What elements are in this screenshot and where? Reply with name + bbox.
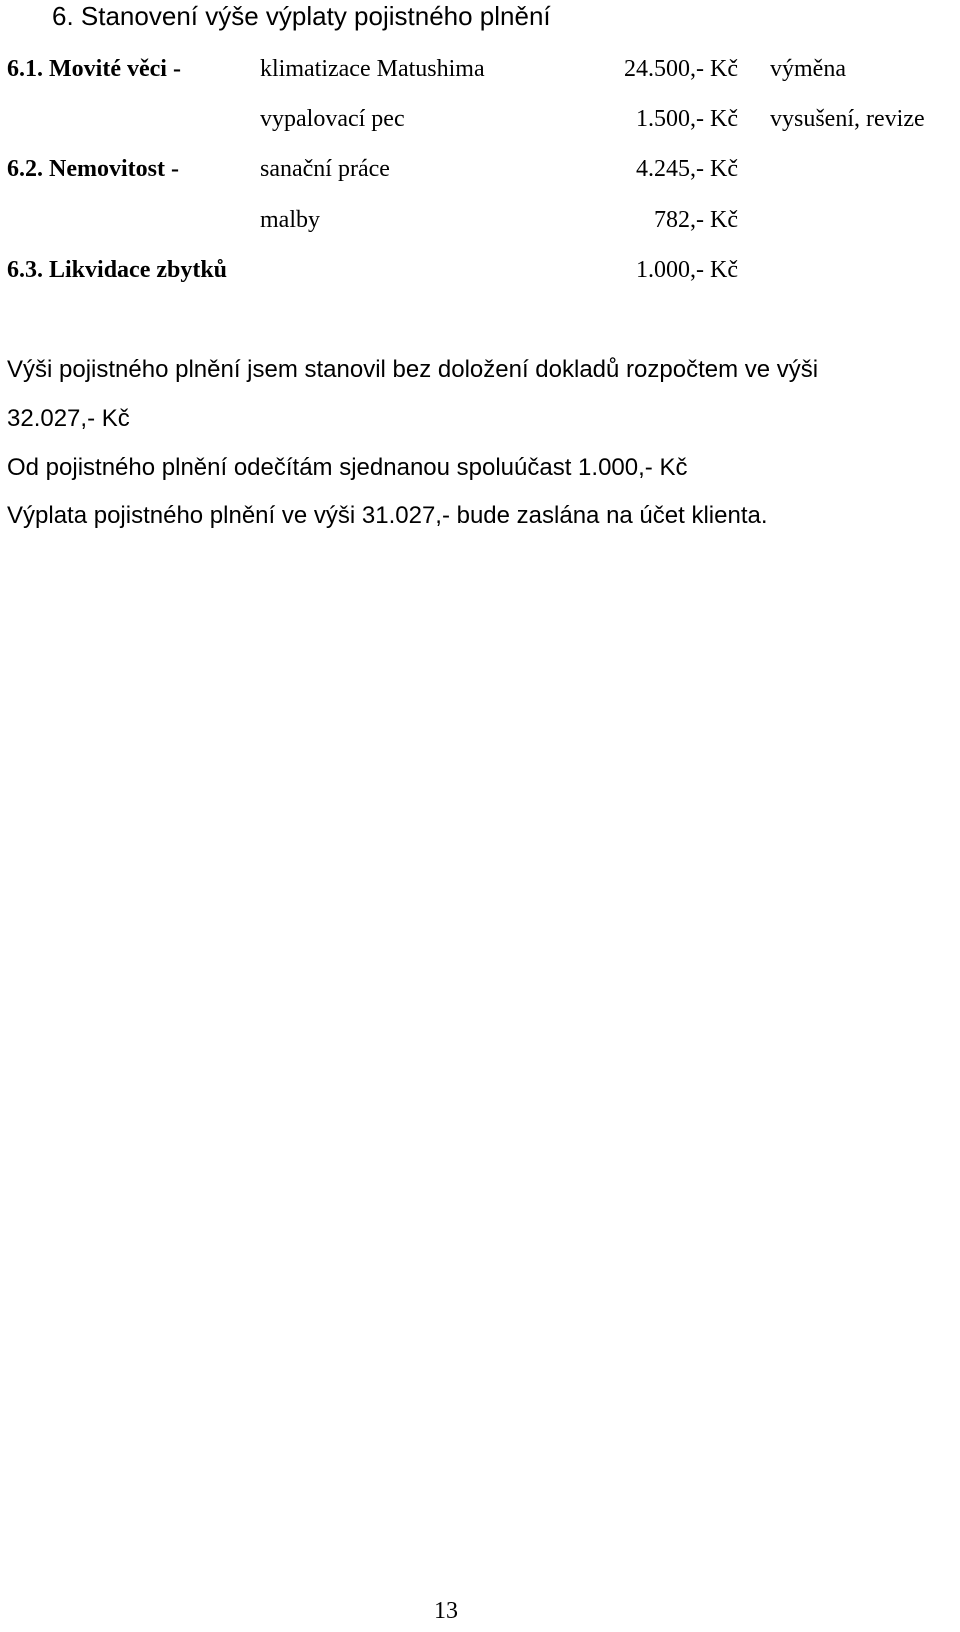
item-amount: 782,- Kč [654, 207, 738, 233]
paragraph-deductible: Od pojistného plnění odečítám sjednanou spoluúčast 1.000,- Kč [7, 454, 688, 481]
item-name: sanační práce [260, 156, 390, 182]
item-amount: 24.500,- Kč [624, 56, 738, 82]
item-amount: 1.500,- Kč [636, 106, 738, 132]
item-note: vysušení, revize [770, 106, 925, 132]
claim-row [0, 54, 960, 84]
section-label: 6.1. Movité věci - [7, 56, 181, 82]
section-label: 6.3. Likvidace zbytků [7, 257, 228, 283]
paragraph-estimate: Výši pojistného plnění jsem stanovil bez doložení dokladů rozpočtem ve výši [7, 356, 819, 383]
section-heading: 6. Stanovení výše výplaty pojistného plnění [52, 1, 551, 31]
section-label: 6.2. Nemovitost - [7, 156, 179, 182]
item-note: výměna [770, 56, 846, 82]
claim-row [0, 104, 960, 134]
item-name: malby [260, 207, 320, 233]
item-amount: 4.245,- Kč [636, 156, 738, 182]
item-amount: 1.000,- Kč [636, 257, 738, 283]
claim-row [0, 205, 960, 235]
item-name: klimatizace Matushima [260, 56, 485, 82]
item-name: vypalovací pec [260, 106, 405, 132]
page-number: 13 [434, 1598, 458, 1624]
claim-row [0, 255, 960, 285]
paragraph-estimate-amount: 32.027,- Kč [7, 405, 130, 432]
claim-row [0, 154, 960, 184]
paragraph-payout: Výplata pojistného plnění ve výši 31.027,- bude zaslána na účet klienta. [7, 502, 768, 529]
